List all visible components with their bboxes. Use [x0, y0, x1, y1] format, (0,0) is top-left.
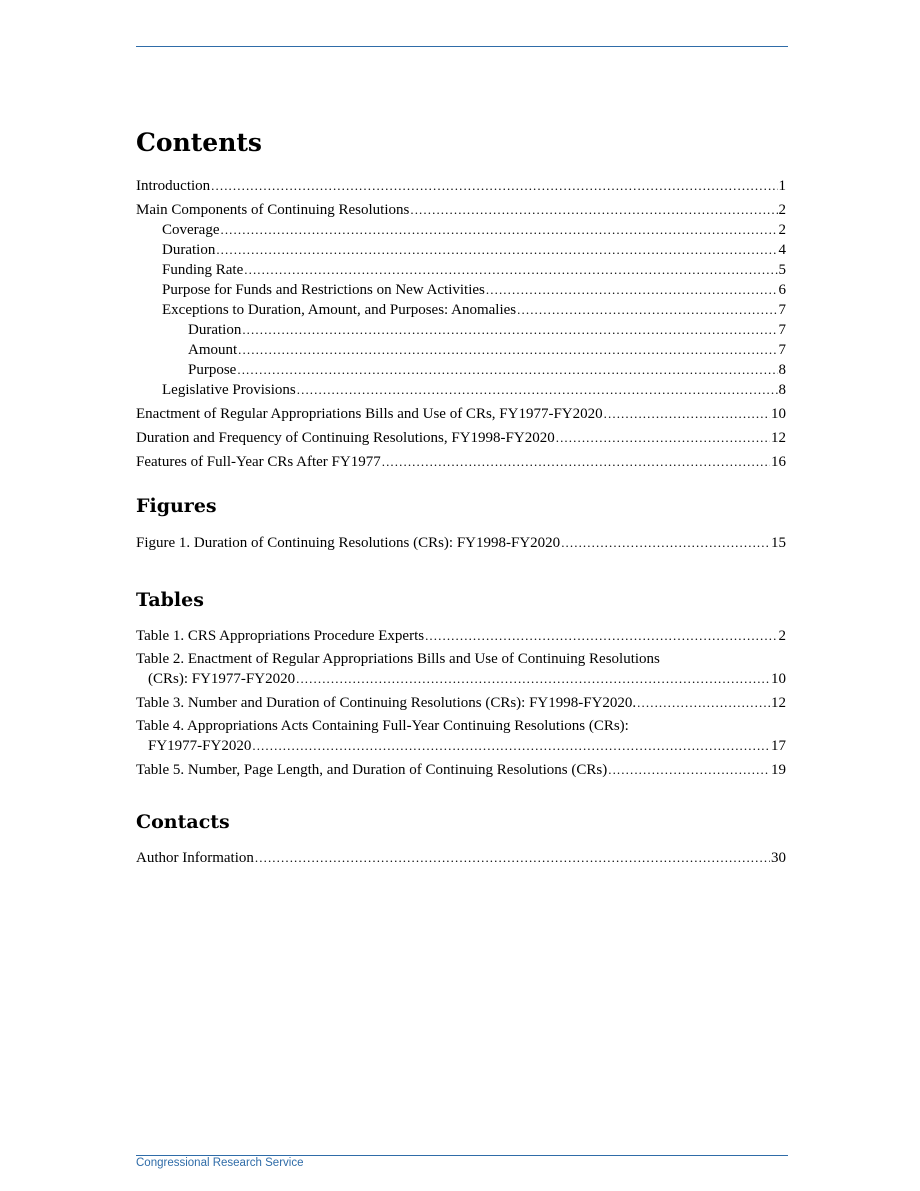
toc-entry-table-3[interactable]	[136, 693, 786, 713]
toc-label: Purpose	[188, 362, 237, 378]
toc-entry-exceptions-purpose[interactable]	[136, 360, 786, 380]
contacts-heading: Contacts	[136, 811, 230, 833]
contacts-list	[136, 844, 786, 868]
toc-label: Funding Rate	[162, 262, 244, 278]
toc-label: Introduction	[136, 178, 211, 194]
toc-label: Features of Full-Year CRs After FY1977	[136, 454, 381, 470]
toc-label: Main Components of Continuing Resolutions	[136, 202, 410, 218]
toc-entry-duration-frequency[interactable]	[136, 428, 786, 448]
toc-label: Enactment of Regular Appropriations Bills and Use of CRs, FY1977-FY2020	[136, 406, 603, 422]
toc-entry-table-4[interactable]	[136, 717, 786, 756]
figures-list	[136, 529, 786, 553]
toc-label-line2: (CRs): FY1977-FY2020	[148, 671, 296, 687]
toc-entry-enactment[interactable]	[136, 404, 786, 424]
toc-label: Table 1. CRS Appropriations Procedure Experts	[136, 628, 425, 644]
toc-page-number: 7	[778, 342, 786, 358]
toc-label: Table 5. Number, Page Length, and Duration of Continuing Resolutions (CRs)	[136, 762, 608, 778]
toc-label: Amount	[188, 342, 238, 358]
toc-page-number: 10	[771, 406, 786, 422]
toc-page-number: 2	[778, 628, 786, 644]
toc-label-line2: FY1977-FY2020	[148, 738, 252, 754]
tables-list	[136, 622, 786, 780]
toc-entry-exceptions[interactable]	[136, 300, 786, 320]
tables-heading: Tables	[136, 589, 204, 611]
toc-page-number: 2	[778, 202, 786, 218]
toc-label: Figure 1. Duration of Continuing Resolutions (CRs): FY1998-FY2020	[136, 535, 561, 551]
toc-entry-table-2[interactable]	[136, 650, 786, 689]
footer-rule	[136, 1155, 788, 1156]
toc-entry-duration[interactable]	[136, 240, 786, 260]
toc-page-number: 12	[771, 695, 786, 711]
toc-label: Legislative Provisions	[162, 382, 296, 398]
toc-entry-table-5[interactable]	[136, 760, 786, 780]
header-rule	[136, 46, 788, 47]
toc-entry-exceptions-duration[interactable]	[136, 320, 786, 340]
toc-label: Duration and Frequency of Continuing Resolutions, FY1998-FY2020	[136, 430, 555, 446]
footer-publisher: Congressional Research Service	[136, 1157, 304, 1169]
toc-page-number: 5	[778, 262, 786, 278]
toc-page-number: 7	[778, 322, 786, 338]
toc-entry-purpose-for-funds[interactable]	[136, 280, 786, 300]
toc-page-number: 17	[771, 738, 786, 754]
toc-page-number: 19	[771, 762, 786, 778]
toc-label: Duration	[188, 322, 242, 338]
toc-page-number: 10	[771, 671, 786, 687]
toc-label: Author Information	[136, 850, 254, 866]
toc-entry-table-1[interactable]	[136, 626, 786, 646]
toc-entry-introduction[interactable]	[136, 176, 786, 196]
toc-page-number: 30	[771, 850, 786, 866]
toc-entry-author-information[interactable]	[136, 848, 786, 868]
toc-page-number: 4	[778, 242, 786, 258]
toc-page-number: 12	[771, 430, 786, 446]
toc-page-number: 6	[778, 282, 786, 298]
toc-page-number: 8	[778, 362, 786, 378]
toc-label: Purpose for Funds and Restrictions on New Activities	[162, 282, 485, 298]
toc-page-number: 15	[771, 535, 786, 551]
toc-label-line1: Table 4. Appropriations Acts Containing Full-Year Continuing Resolutions (CRs):	[136, 718, 629, 734]
toc-label: Duration	[162, 242, 216, 258]
toc-label: Coverage	[162, 222, 220, 238]
toc-label: Exceptions to Duration, Amount, and Purposes: Anomalies	[162, 302, 517, 318]
toc-entry-main-components[interactable]	[136, 200, 786, 220]
toc-entry-figure-1[interactable]	[136, 533, 786, 553]
toc-entry-legislative-provisions[interactable]	[136, 380, 786, 400]
toc-entry-coverage[interactable]	[136, 220, 786, 240]
toc-page-number: 2	[778, 222, 786, 238]
figures-heading: Figures	[136, 495, 217, 517]
toc-page-number: 7	[778, 302, 786, 318]
toc-page-number: 1	[778, 178, 786, 194]
toc-label: Table 3. Number and Duration of Continuing Resolutions (CRs): FY1998-FY2020.	[136, 695, 637, 711]
toc-entry-exceptions-amount[interactable]	[136, 340, 786, 360]
toc-entry-features-full-year[interactable]	[136, 452, 786, 472]
contents-list	[136, 172, 786, 472]
toc-entry-funding-rate[interactable]	[136, 260, 786, 280]
toc-label-line1: Table 2. Enactment of Regular Appropriations Bills and Use of Continuing Resolutions	[136, 651, 660, 667]
contents-heading: Contents	[136, 128, 263, 157]
toc-page-number: 16	[771, 454, 786, 470]
toc-page-number: 8	[778, 382, 786, 398]
